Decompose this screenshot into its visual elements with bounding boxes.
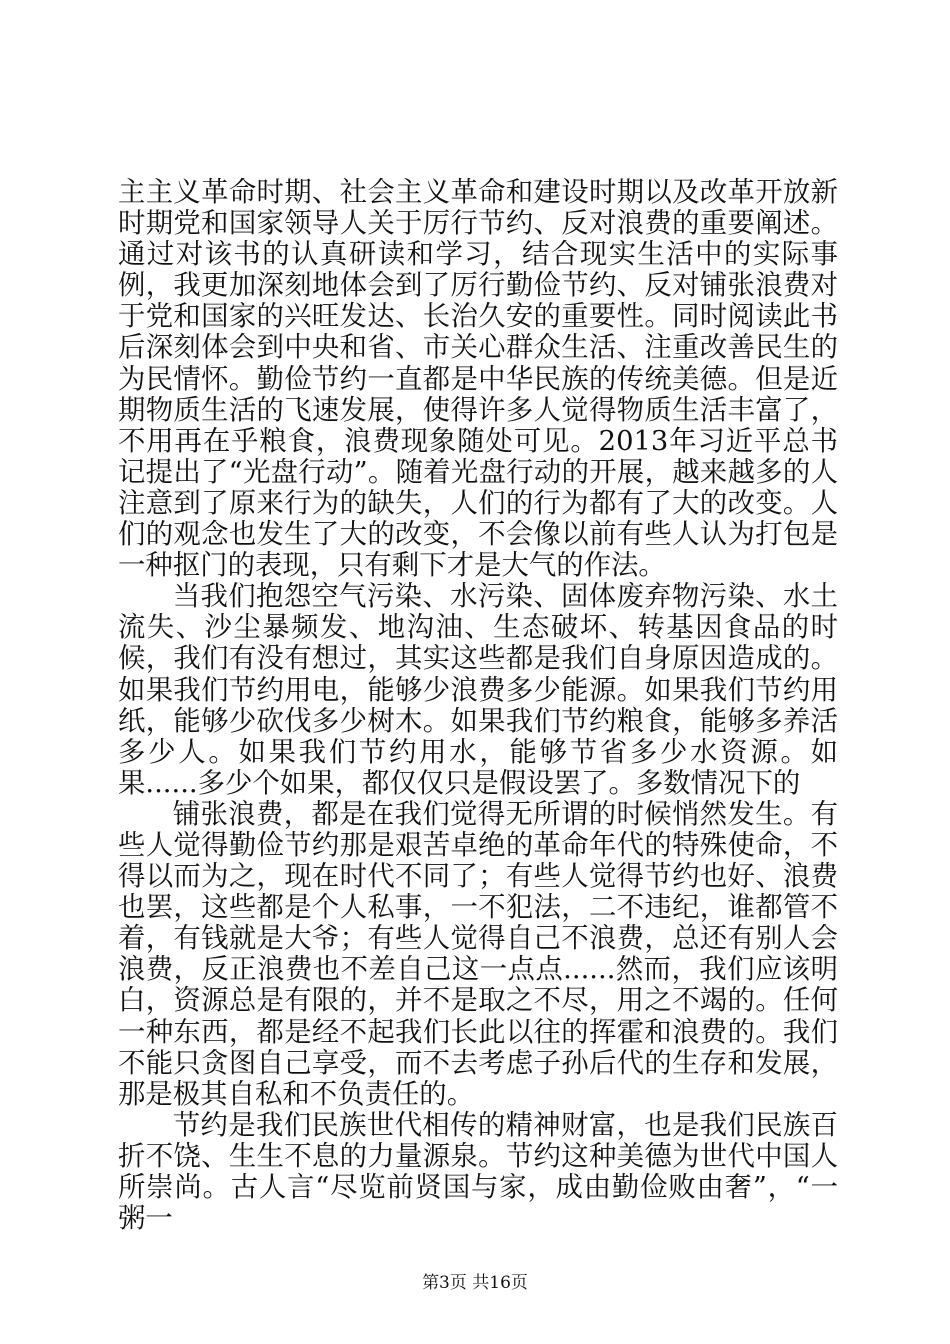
paragraph-3: 铺张浪费，都是在我们觉得无所谓的时候悄然发生。有些人觉得勤俭节约那是艰苦卓绝的革命年代的特殊使命，不得以而为之，现在时代不同了；有些人觉得节约也好、浪费也罢，这些都是个人私事，一不犯法，二不违纪，谁都管不着，有钱就是大爷；有些人觉得自己不浪费，总还有别人会浪费，反正浪费也不差自己这一点点......然而，我们应该明白，资源总是有限的，并不是取之不尽，用之不竭的。任何一种东西，都是经不起我们长此以往的挥霍和浪费的。我们不能只贪图自己享受，而不去考虑子孙后代的生存和发展，那是极其自私和不负责任的。 — [118, 798, 838, 1110]
paragraph-4: 节约是我们民族世代相传的精神财富，也是我们民族百折不饶、生生不息的力量源泉。节约这种美德为世代中国人所崇尚。古人言“尽览前贤国与家，成由勤俭败由奢”，“一粥一 — [118, 1109, 838, 1235]
page-footer: 第3页 共16页 — [422, 1273, 528, 1293]
document-body — [118, 177, 838, 1234]
paragraph-1: 主主义革命时期、社会主义革命和建设时期以及改革开放新时期党和国家领导人关于厉行节约、反对浪费的重要阐述。通过对该书的认真研读和学习，结合现实生活中的实际事例，我更加深刻地体会到了厉行勤俭节约、反对铺张浪费对于党和国家的兴旺发达、长治久安的重要性。同时阅读此书后深刻体会到中央和省、市关心群众生活、注重改善民生的为民情怀。勤俭节约一直都是中华民族的传统美德。但是近期物质生活的飞速发展，使得许多人觉得物质生活丰富了，不用再在乎粮食，浪费现象随处可见。2013年习近平总书记提出了“光盘行动”。随着光盘行动的开展，越来越多的人注意到了原来行为的缺失，人们的行为都有了大的改变。人们的观念也发生了大的改变，不会像以前有些人认为打包是一种抠门的表现，只有剩下才是大气的作法。 — [118, 177, 838, 582]
paragraph-2: 当我们抱怨空气污染、水污染、固体废弃物污染、水土流失、沙尘暴频发、地沟油、生态破坏、转基因食品的时候，我们有没有想过，其实这些都是我们自身原因造成的。如果我们节约用电，能够少浪费多少能源。如果我们节约用纸，能够少砍伐多少树木。如果我们节约粮食，能够多养活多少人。如果我们节约用水，能够节省多少水资源。如果......多少个如果，都仅仅只是假设罢了。多数情况下的 — [118, 581, 838, 799]
